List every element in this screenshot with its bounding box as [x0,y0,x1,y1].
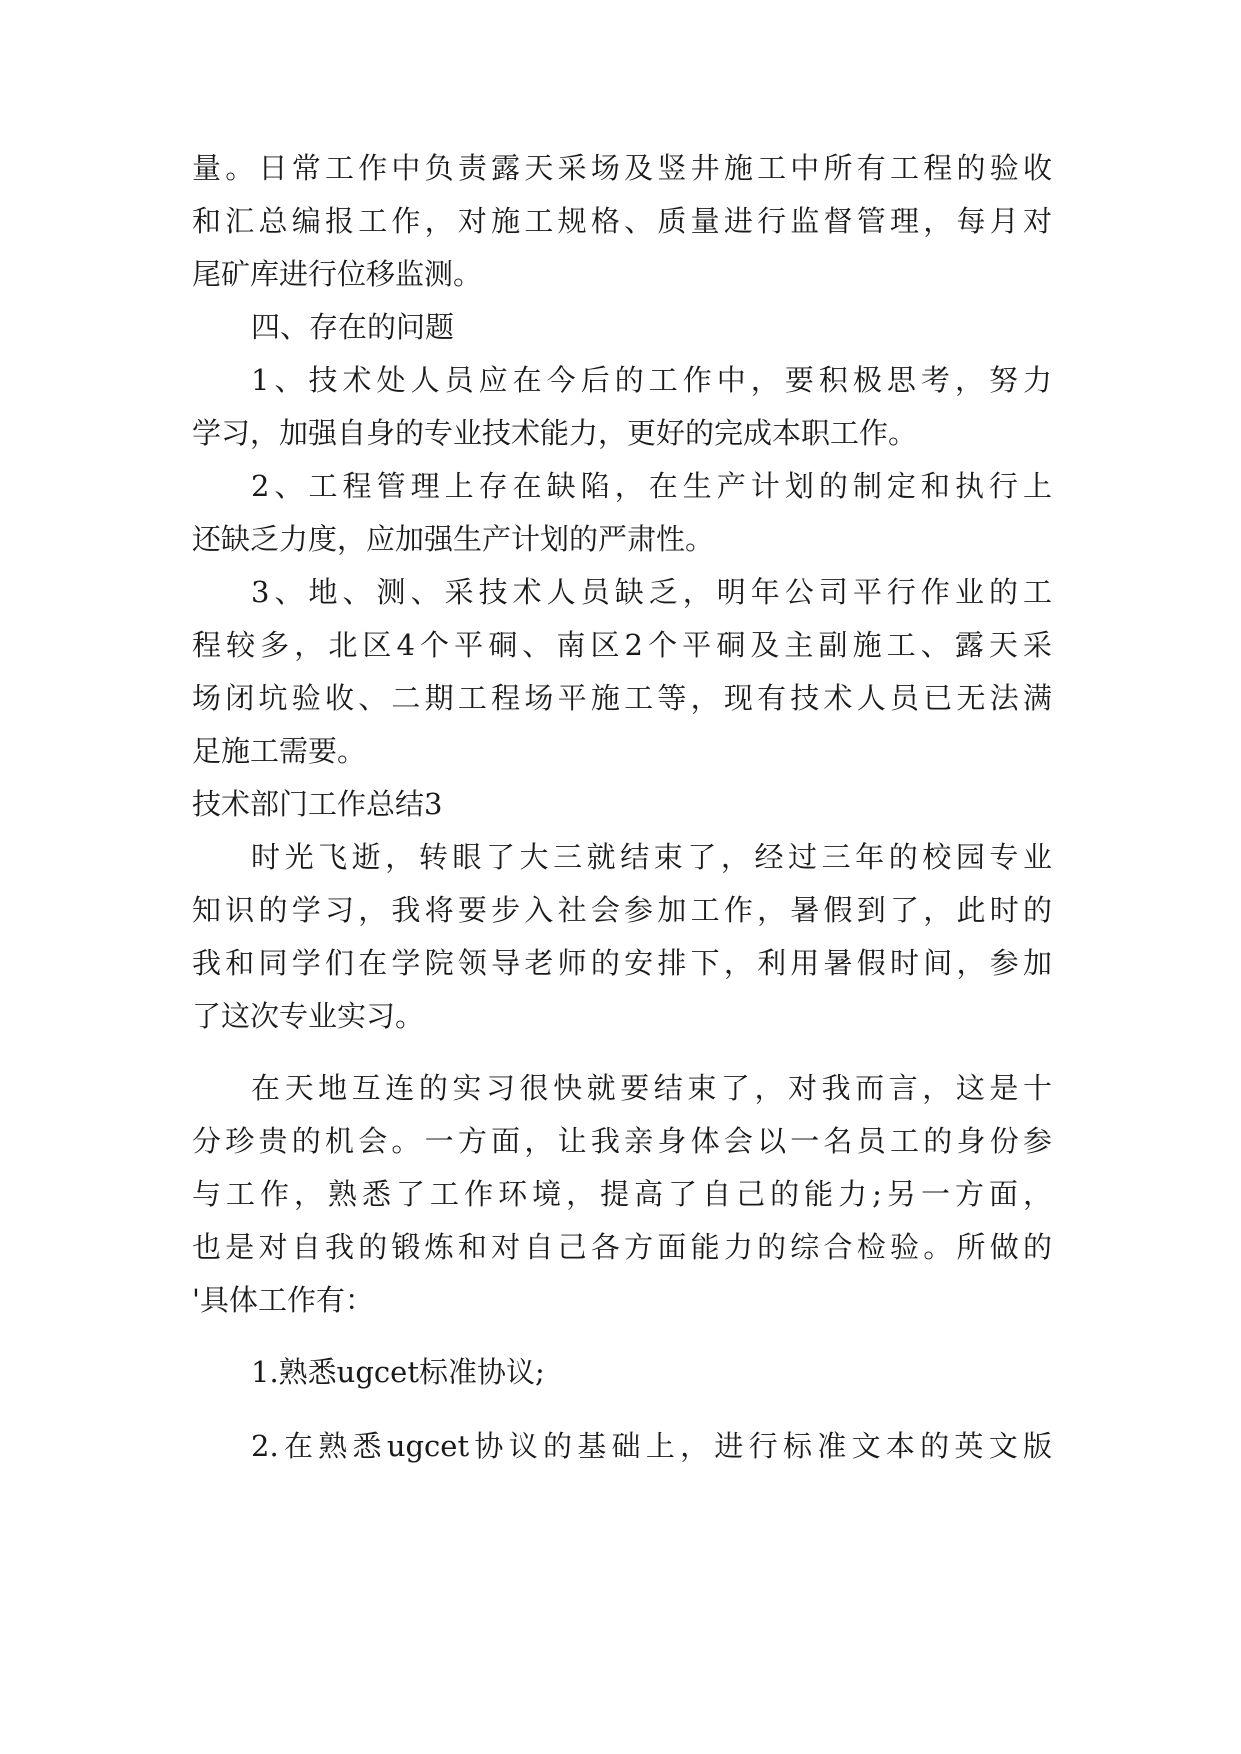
text-line: 2、工程管理上存在缺陷，在生产计划的制定和执行上 [251,469,1052,503]
text-line: 量。日常工作中负责露天采场及竖井施工中所有工程的验收 [192,151,1052,185]
text-line: '具体工作有： [192,1283,374,1317]
text-line: 尾矿库进行位移监测。 [192,257,483,291]
section-heading: 四、存在的问题 [251,310,455,344]
text-line: 也是对自我的锻炼和对自己各方面能力的综合检验。所做的 [192,1230,1052,1264]
text-line: 3、地、测、采技术人员缺乏，明年公司平行作业的工 [251,575,1052,609]
text-line: 还缺乏力度，应加强生产计划的严肃性。 [192,522,715,556]
text-line: 与工作，熟悉了工作环境，提高了自己的能力;另一方面， [192,1177,1052,1211]
list-item: 1.熟悉ugcet标准协议; [251,1355,545,1389]
text-line: 在天地互连的实习很快就要结束了，对我而言，这是十 [251,1071,1052,1105]
document-title: 技术部门工作总结3 [192,787,443,821]
text-line: 我和同学们在学院领导老师的安排下，利用暑假时间，参加 [192,946,1052,980]
text-line: 1、技术处人员应在今后的工作中，要积极思考，努力 [251,363,1052,397]
list-item: 2.在熟悉ugcet协议的基础上，进行标准文本的英文版 [251,1429,1052,1463]
text-line: 了这次专业实习。 [192,999,425,1033]
text-line: 时光飞逝，转眼了大三就结束了，经过三年的校园专业 [251,840,1052,874]
text-line: 分珍贵的机会。一方面，让我亲身体会以一名员工的身份参 [192,1124,1052,1158]
text-line: 程较多，北区4个平硐、南区2个平硐及主副施工、露天采 [192,628,1052,662]
text-line: 学习，加强自身的专业技术能力，更好的完成本职工作。 [192,416,918,450]
text-line: 场闭坑验收、二期工程场平施工等，现有技术人员已无法满 [192,681,1052,715]
text-line: 和汇总编报工作，对施工规格、质量进行监督管理，每月对 [192,204,1052,238]
text-line: 足施工需要。 [192,734,367,768]
text-line: 知识的学习，我将要步入社会参加工作，暑假到了，此时的 [192,893,1052,927]
